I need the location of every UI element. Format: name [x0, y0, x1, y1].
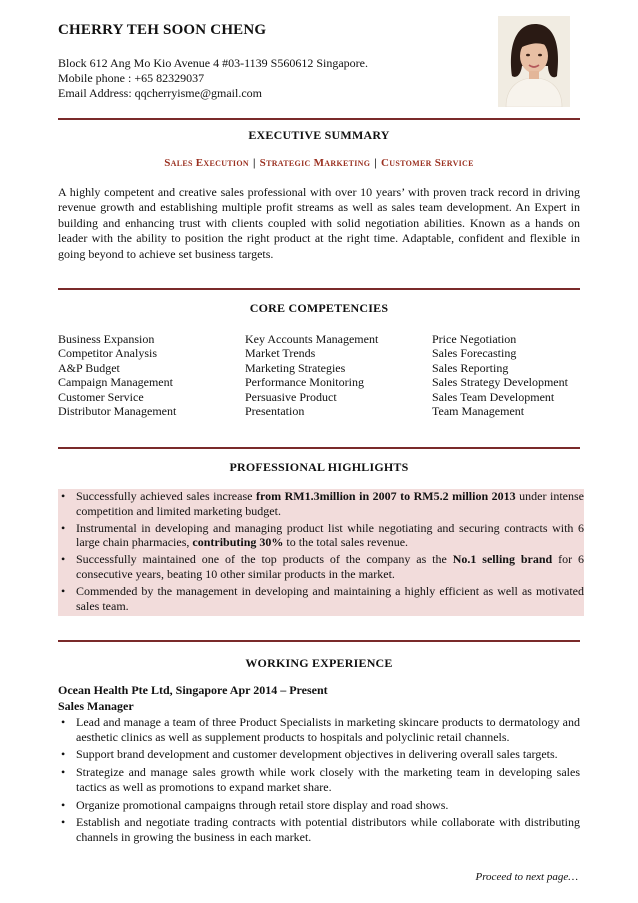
duty-text: Organize promotional campaigns through retail store display and road shows. — [76, 797, 449, 812]
duties-block — [58, 715, 580, 848]
summary-tagline — [58, 157, 580, 169]
mobile-line: Mobile phone : +65 82329037 — [58, 71, 205, 85]
duty-item — [58, 815, 580, 844]
competency-item: Price Negotiation — [432, 332, 517, 346]
section-divider — [58, 288, 580, 290]
page-footer: Proceed to next page… — [475, 871, 578, 883]
highlight-text: Commended by the management in developing and maintaining a highly efficient as well as motivated sales team. — [76, 584, 584, 613]
competency-item: Competitor Analysis — [58, 346, 157, 361]
bullet-icon: • — [61, 489, 66, 503]
highlight-text: for 6 consecutive years, beating 10 other similar products in the market. — [76, 552, 584, 581]
competency-item: Campaign Management — [58, 375, 173, 390]
competency-item: Sales Team Development — [432, 389, 555, 404]
duty-text: Strategize and manage sales growth while work closely with the marketing team in developing sales tactics as well as promotions to expand market share. — [76, 765, 580, 794]
bullet-icon: • — [61, 765, 66, 780]
experience-heading: WORKING EXPERIENCE — [245, 656, 393, 670]
highlight-item — [58, 521, 584, 550]
duty-item — [58, 747, 580, 762]
competency-item: Distributor Management — [58, 404, 177, 419]
competencies-heading: CORE COMPETENCIES — [249, 301, 389, 315]
section-divider — [58, 447, 580, 449]
summary-heading: EXECUTIVE SUMMARY — [248, 128, 390, 142]
competency-item: Key Accounts Management — [245, 332, 379, 346]
highlight-text: under intense competition and limited marketing budget. — [76, 489, 585, 518]
competency-item: Business Expansion — [58, 332, 155, 346]
competency-item: Market Trends — [245, 346, 316, 361]
tag-sales-execution: Sales Execution — [164, 157, 249, 169]
profile-photo — [498, 16, 570, 107]
competency-item: Presentation — [245, 404, 305, 419]
highlights-box — [58, 489, 584, 616]
competency-item: Team Management — [432, 404, 525, 419]
tag-strategic-marketing: Strategic Marketing — [259, 157, 371, 169]
highlight-item — [58, 552, 584, 581]
bullet-icon: • — [61, 520, 66, 535]
competency-item: Customer Service — [58, 389, 144, 404]
competencies-column — [58, 332, 176, 418]
section-divider — [58, 118, 580, 120]
bullet-icon: • — [61, 584, 66, 599]
duty-text: Establish and negotiate trading contracts with potential distributors while collaborate with distributing channels in growing the business in each market. — [76, 815, 580, 844]
tag-separator: | — [252, 157, 256, 169]
competency-item: Sales Reporting — [432, 360, 509, 375]
tag-separator: | — [374, 157, 378, 169]
highlight-text: Successfully maintained one of the top products of the company as the — [76, 552, 453, 567]
bullet-icon: • — [61, 715, 66, 729]
highlight-emphasis: contributing 30% — [192, 535, 284, 550]
highlights-list — [58, 489, 584, 613]
highlight-item — [58, 584, 584, 613]
company-line: Ocean Health Pte Ltd, Singapore Apr 2014 – Present — [58, 683, 328, 697]
bullet-icon: • — [61, 552, 66, 567]
highlight-text: Successfully achieved sales increase — [76, 489, 256, 503]
duty-item — [58, 715, 580, 744]
duty-text: Support brand development and customer development objectives in delivering overall sales targets. — [76, 747, 558, 762]
bullet-icon: • — [61, 815, 66, 830]
email-line: Email Address: qqcherryisme@gmail.com — [58, 86, 263, 100]
bullet-icon: • — [61, 797, 66, 812]
highlight-text: Instrumental in developing and managing product list while negotiating and securing contracts with 6 large chain pharmacies, — [76, 520, 584, 550]
competency-item: Sales Forecasting — [432, 346, 517, 361]
contact-block — [58, 56, 368, 101]
highlight-emphasis: from RM1.3million in 2007 to RM5.2 million 2013 — [255, 489, 516, 503]
competency-item: Persuasive Product — [245, 389, 337, 404]
competency-item: Performance Monitoring — [245, 375, 364, 390]
highlight-item — [58, 489, 584, 518]
highlights-heading: PROFESSIONAL HIGHLIGHTS — [229, 460, 409, 474]
competencies-column — [432, 332, 568, 418]
competencies-column — [245, 332, 378, 418]
section-divider — [58, 640, 580, 642]
duties-list — [58, 715, 580, 845]
competency-item: A&P Budget — [58, 360, 120, 375]
highlight-text: to the total sales revenue. — [283, 535, 409, 550]
competency-item: Sales Strategy Development — [432, 375, 568, 390]
duty-item — [58, 765, 580, 794]
competency-item: Marketing Strategies — [245, 360, 346, 375]
duty-item — [58, 798, 580, 813]
address-line: Block 612 Ang Mo Kio Avenue 4 #03-1139 S560612 Singapore. — [58, 56, 368, 70]
candidate-name: CHERRY TEH SOON CHENG — [58, 22, 267, 38]
bullet-icon: • — [61, 747, 66, 762]
tag-customer-service: Customer Service — [381, 157, 474, 169]
job-title: Sales Manager — [58, 699, 134, 713]
duty-text: Lead and manage a team of three Product Specialists in marketing skincare products to dermatology and aesthetic clinics as well as supplement products to hospitals and polyclinic retail channels. — [76, 715, 580, 744]
highlight-emphasis: No.1 selling brand — [452, 552, 553, 567]
summary-paragraph: A highly competent and creative sales professional with over 10 years’ with proven track record in driving revenue growth and establishing multiple profit streams as well as sales team development. An Expert in building and enhancing trust with clients coupled with solid negotiation abilities. Known as a hands on leader with the ability to position the right product at the right time. Adaptable, confident and flexible in going beyond to achieve set business targets. — [58, 185, 580, 261]
